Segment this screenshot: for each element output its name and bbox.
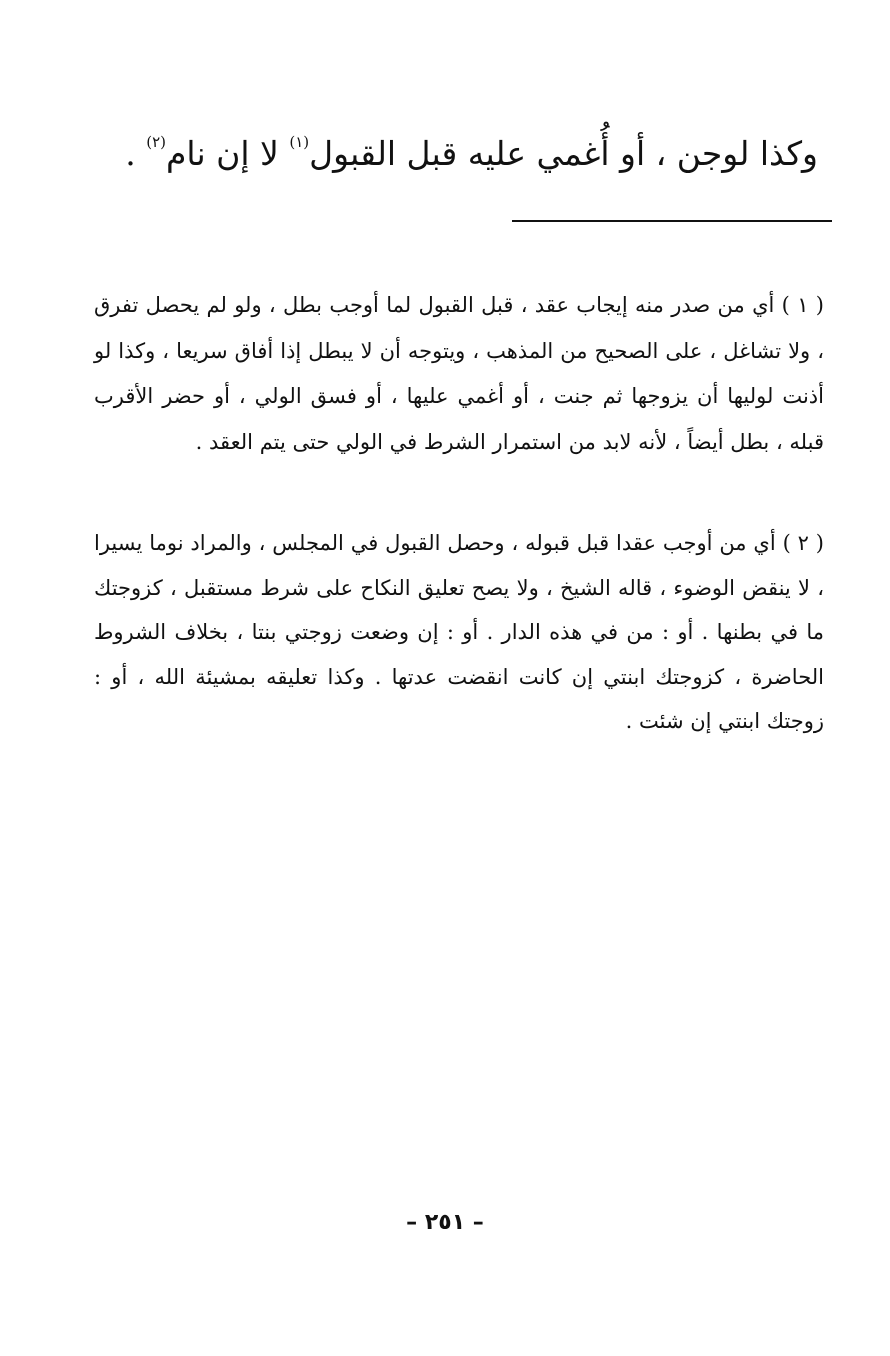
main-text-part: وكذا لوجن ، أو أُغمي عليه قبل القبول [309, 134, 818, 173]
footnote-1: ( ١ ) أي من صدر منه إيجاب عقد ، قبل القبول لما أوجب بطل ، ولو لم يحصل تفرق ، ولا تشاغل ، على الصحيح من المذهب ، ويتوجه أن لا يبطل إذا أفاق سريعا ، وكذا لو أذنت لوليها أن يزوجها ثم جنت ، أو أغمي عليها ، أو فسق الولي ، أو حضر الأقرب قبله ، بطل أيضاً ، لأنه لابد من استمرار الشرط في الولي حتى يتم العقد . [94, 293, 825, 454]
footnote-ref-2: (٢) [146, 133, 166, 151]
footnote-separator [512, 220, 832, 222]
main-text-part: لا إن نام [166, 134, 290, 173]
page-number: – ٢٥١ – [406, 1210, 484, 1235]
main-text [100, 128, 818, 180]
footnote-2: ( ٢ ) أي من أوجب عقدا قبل قبوله ، وحصل القبول في المجلس ، والمراد نوما يسيرا ، لا ينقض الوضوء ، قاله الشيخ ، ولا يصح تعليق النكاح على شرط مستقبل ، كزوجتك ما في بطنها . أو : من في هذه الدار . أو : إن وضعت زوجتي بنتا ، بخلاف الشروط الحاضرة ، كزوجتك ابنتي إن كانت انقضت عدتها . وكذا تعليقه بمشيئة الله ، أو : زوجتك ابنتي إن شئت . [94, 531, 824, 733]
main-text-end: . [125, 134, 147, 173]
footnote-ref-1: (١) [289, 133, 310, 151]
